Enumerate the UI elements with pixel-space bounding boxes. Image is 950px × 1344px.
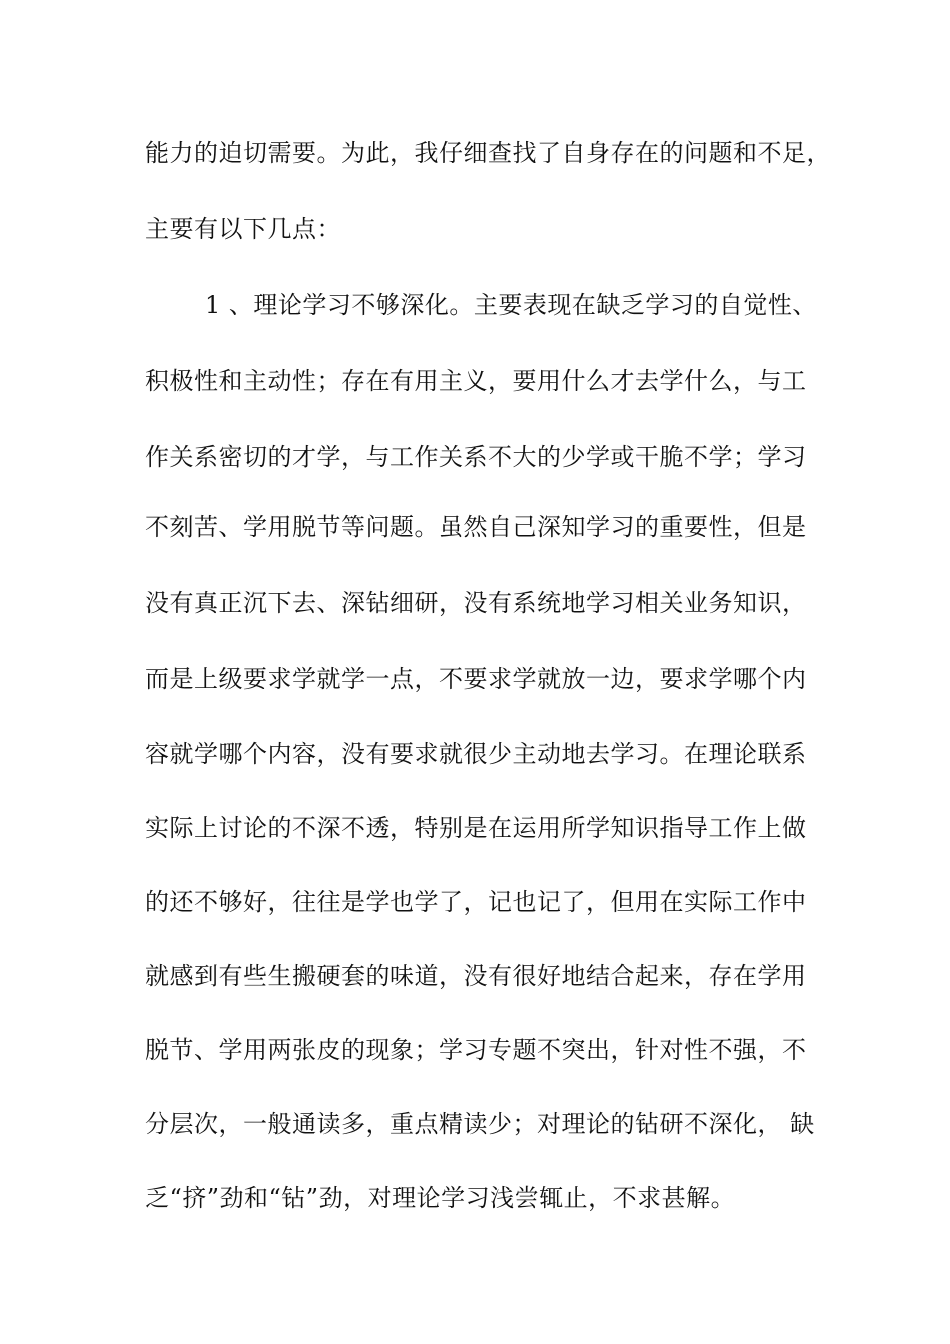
- text-line: 积极性和主动性；存在有用主义，要用什么才去学什么，与工: [145, 367, 807, 395]
- text-line: 能力的迫切需要。为此，我仔细查找了自身存在的问题和不足，: [145, 139, 831, 167]
- text-line: 的还不够好，往往是学也学了，记也记了，但用在实际工作中: [145, 888, 807, 916]
- text-line: 分层次，一般通读多，重点精读少；对理论的钻研不深化， 缺: [145, 1110, 815, 1138]
- text-line: 容就学哪个内容，没有要求就很少主动地去学习。在理论联系: [145, 740, 807, 768]
- text-line: 没有真正沉下去、深钻细研，没有系统地学习相关业务知识，: [145, 589, 807, 617]
- text-line: 作关系密切的才学，与工作关系不大的少学或干脆不学；学习: [145, 443, 807, 471]
- text-line-paragraph-start: 1 、理论学习不够深化。主要表现在缺乏学习的自觉性、: [205, 291, 817, 319]
- text-line: 脱节、学用两张皮的现象；学习专题不突出，针对性不强，不: [145, 1036, 807, 1064]
- text-line: 就感到有些生搬硬套的味道，没有很好地结合起来，存在学用: [145, 962, 807, 990]
- text-line: 乏“挤”劲和“钻”劲，对理论学习浅尝辄止，不求甚解。: [145, 1184, 736, 1212]
- text-line: 实际上讨论的不深不透，特别是在运用所学知识指导工作上做: [145, 814, 807, 842]
- text-line: 主要有以下几点：: [145, 215, 341, 243]
- text-line: 不刻苦、学用脱节等问题。虽然自己深知学习的重要性，但是: [145, 513, 807, 541]
- text-line: 而是上级要求学就学一点，不要求学就放一边，要求学哪个内: [145, 665, 807, 693]
